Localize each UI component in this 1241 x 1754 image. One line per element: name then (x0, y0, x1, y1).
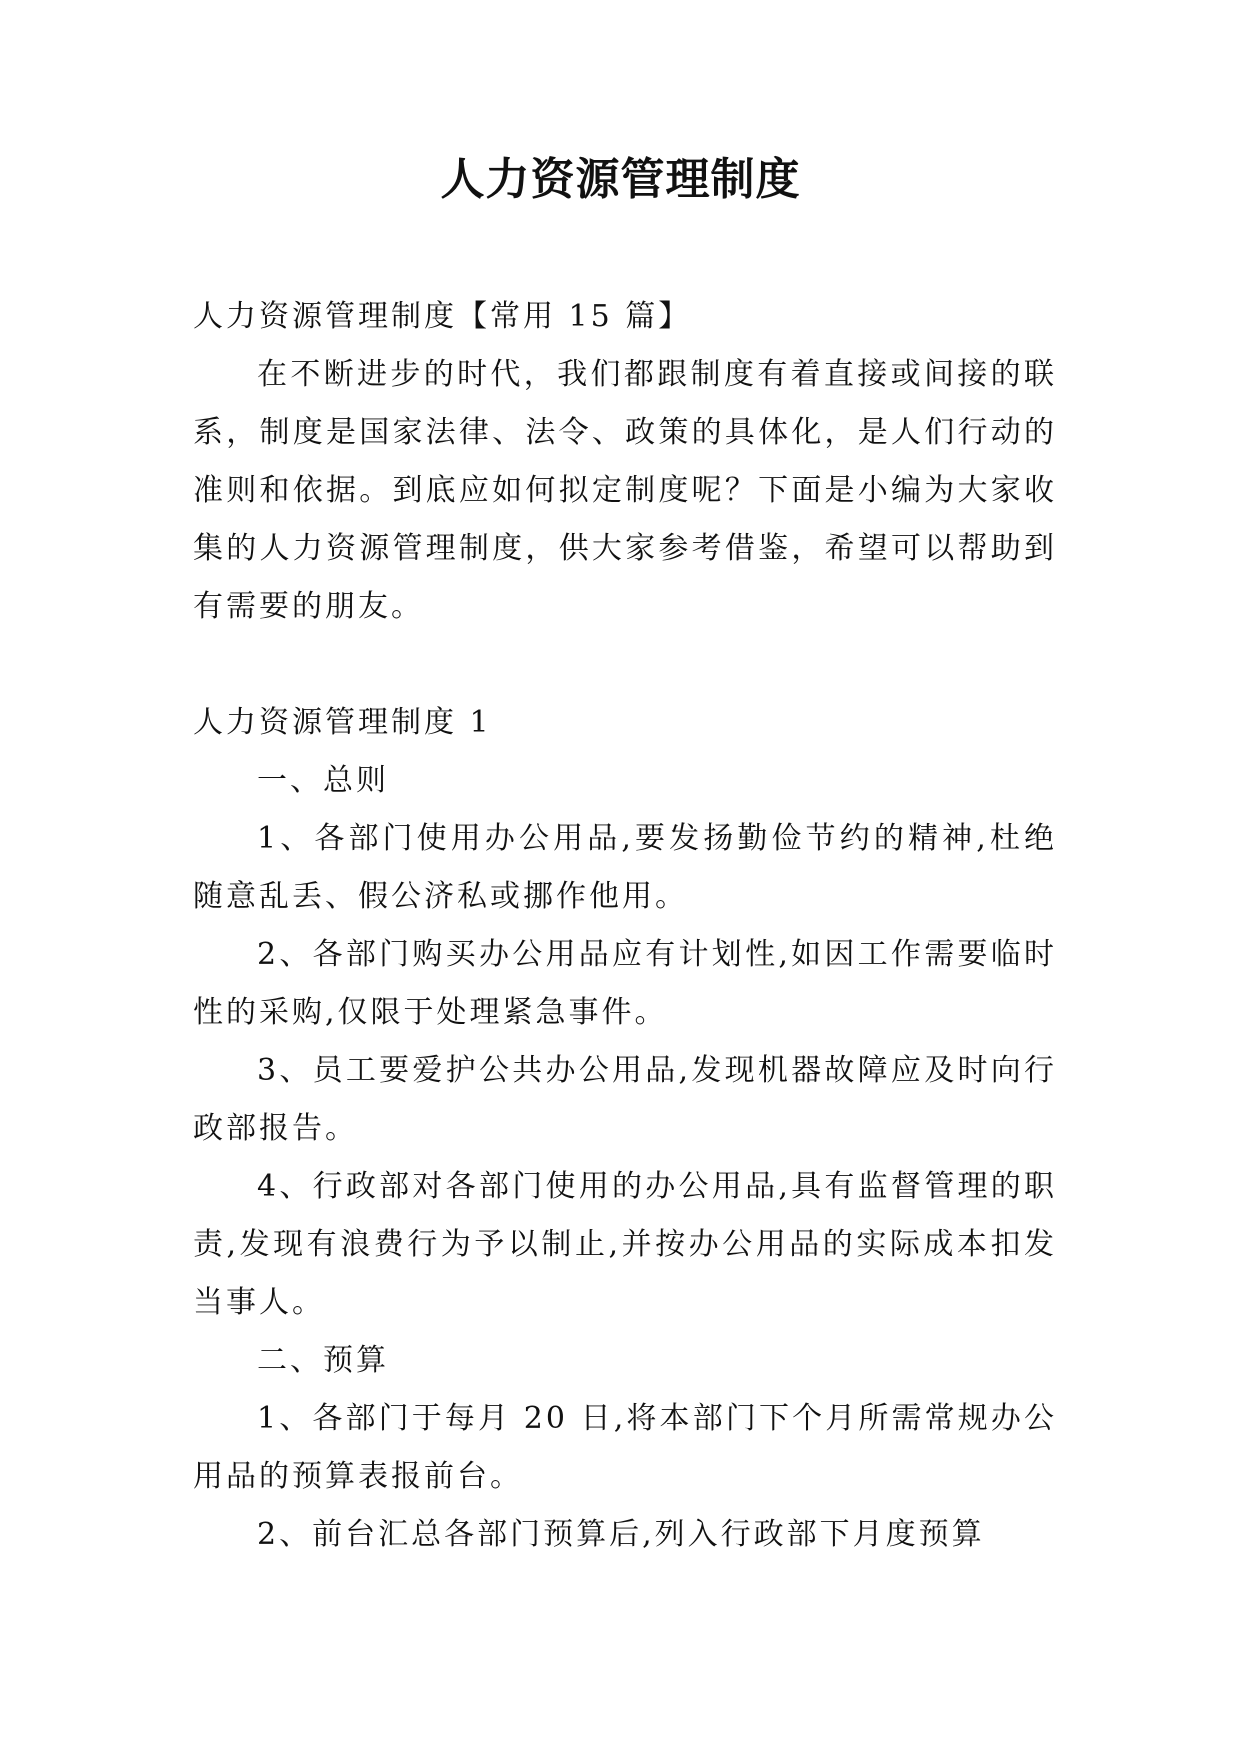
list-item: 2、各部门购买办公用品应有计划性,如因工作需要临时性的采购,仅限于处理紧急事件。 (193, 937, 1057, 1030)
section-title: 人力资源管理制度 1 (193, 705, 492, 740)
document-title: 人力资源管理制度 (440, 154, 801, 205)
document-body (193, 288, 1057, 1564)
part-heading: 二、预算 (257, 1343, 389, 1378)
document-subtitle: 人力资源管理制度【常用 15 篇】 (193, 299, 692, 334)
list-item: 4、行政部对各部门使用的办公用品,具有监督管理的职责,发现有浪费行为予以制止,并按办公用品的实际成本扣发当事人。 (193, 1169, 1057, 1320)
list-item: 1、各部门使用办公用品,要发扬勤俭节约的精神,杜绝随意乱丢、假公济私或挪作他用。 (193, 821, 1057, 914)
list-item: 2、前台汇总各部门预算后,列入行政部下月度预算 (257, 1517, 985, 1552)
list-item: 3、员工要爱护公共办公用品,发现机器故障应及时向行政部报告。 (193, 1053, 1057, 1146)
intro-paragraph: 在不断进步的时代，我们都跟制度有着直接或间接的联系，制度是国家法律、法令、政策的具体化，是人们行动的准则和依据。到底应如何拟定制度呢？下面是小编为大家收集的人力资源管理制度，供大家参考借鉴，希望可以帮助到有需要的朋友。 (193, 357, 1057, 624)
part-heading: 一、总则 (257, 763, 389, 798)
list-item: 1、各部门于每月 20 日,将本部门下个月所需常规办公用品的预算表报前台。 (193, 1401, 1057, 1494)
paragraph-gap (193, 636, 1057, 694)
